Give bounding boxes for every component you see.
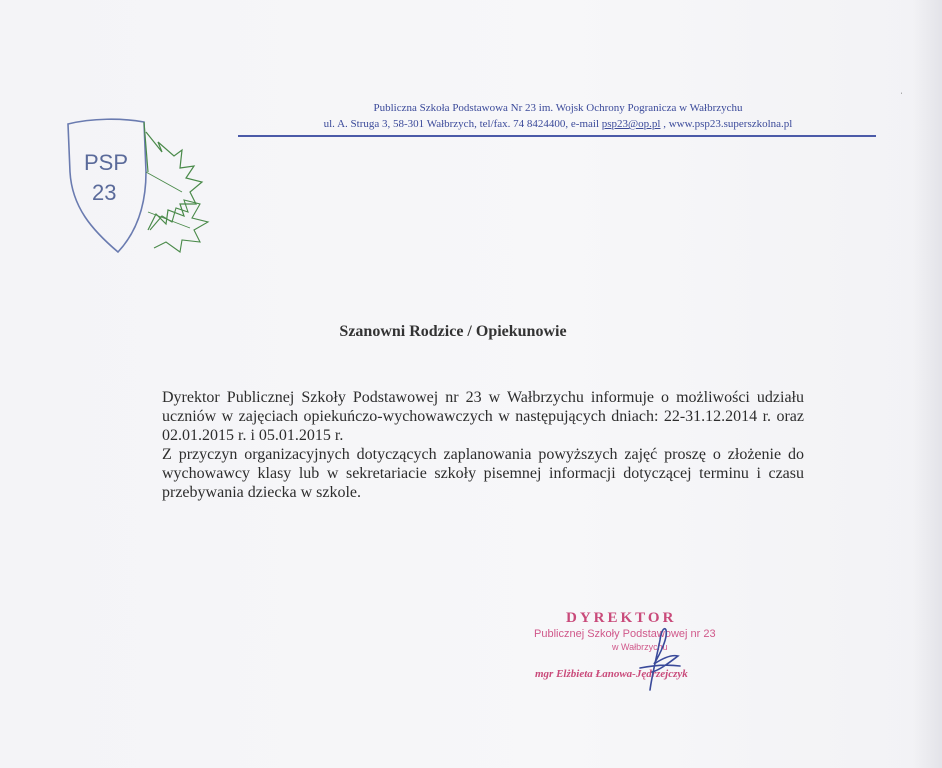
stamp-city: w Wałbrzychu	[612, 642, 668, 652]
email-link[interactable]: psp23@op.pl	[601, 118, 661, 130]
letterhead-address: ul. A. Struga 3, 58-301 Wałbrzych, tel/fax. 74 8424400, e-mail	[323, 118, 602, 130]
stamp-director-name: mgr Elżbieta Łanowa-Jędrzejczyk	[535, 668, 688, 680]
letterhead-school-name: Publiczna Szkoła Podstawowa Nr 23 im. Wojsk Ochrony Pogranicza w Wałbrzychu	[373, 102, 743, 114]
scan-edge-shadow	[912, 0, 942, 768]
letter-body	[162, 388, 804, 502]
logo-text-psp: PSP	[84, 150, 129, 175]
letterhead-divider	[238, 135, 876, 137]
school-logo	[62, 112, 222, 262]
letter-title: Szanowni Rodzice / Opiekunowie	[339, 323, 567, 340]
letterhead-website: , www.psp23.superszkolna.pl	[660, 118, 793, 130]
letterhead	[240, 100, 876, 132]
logo-text-number: 23	[92, 180, 117, 205]
letter-paragraph-1: Dyrektor Publicznej Szkoły Podstawowej nr 23 w Wałbrzychu informuje o możliwości udziału uczniów w zajęciach opiekuńczo-wychowawczych w następujących dniach: 22-31.12.2014 r. oraz 02.01.2015 r. i 05.01.2015 r.	[162, 389, 804, 444]
letterhead-contact	[240, 116, 876, 132]
handwritten-signature	[630, 620, 690, 696]
stamp-school: Publicznej Szkoły Podstawowej nr 23	[534, 628, 716, 640]
scan-mark: ˌ	[900, 84, 903, 94]
stamp-title: DYREKTOR	[566, 610, 677, 626]
letter-paragraph-2: Z przyczyn organizacyjnych dotyczących zaplanowania powyższych zajęć proszę o złożenie do wychowawcy klasy lub w sekretariacie szkoły pisemnej informacji dotyczącej terminu i czasu przebywania dziecka w szkole.	[162, 446, 804, 501]
